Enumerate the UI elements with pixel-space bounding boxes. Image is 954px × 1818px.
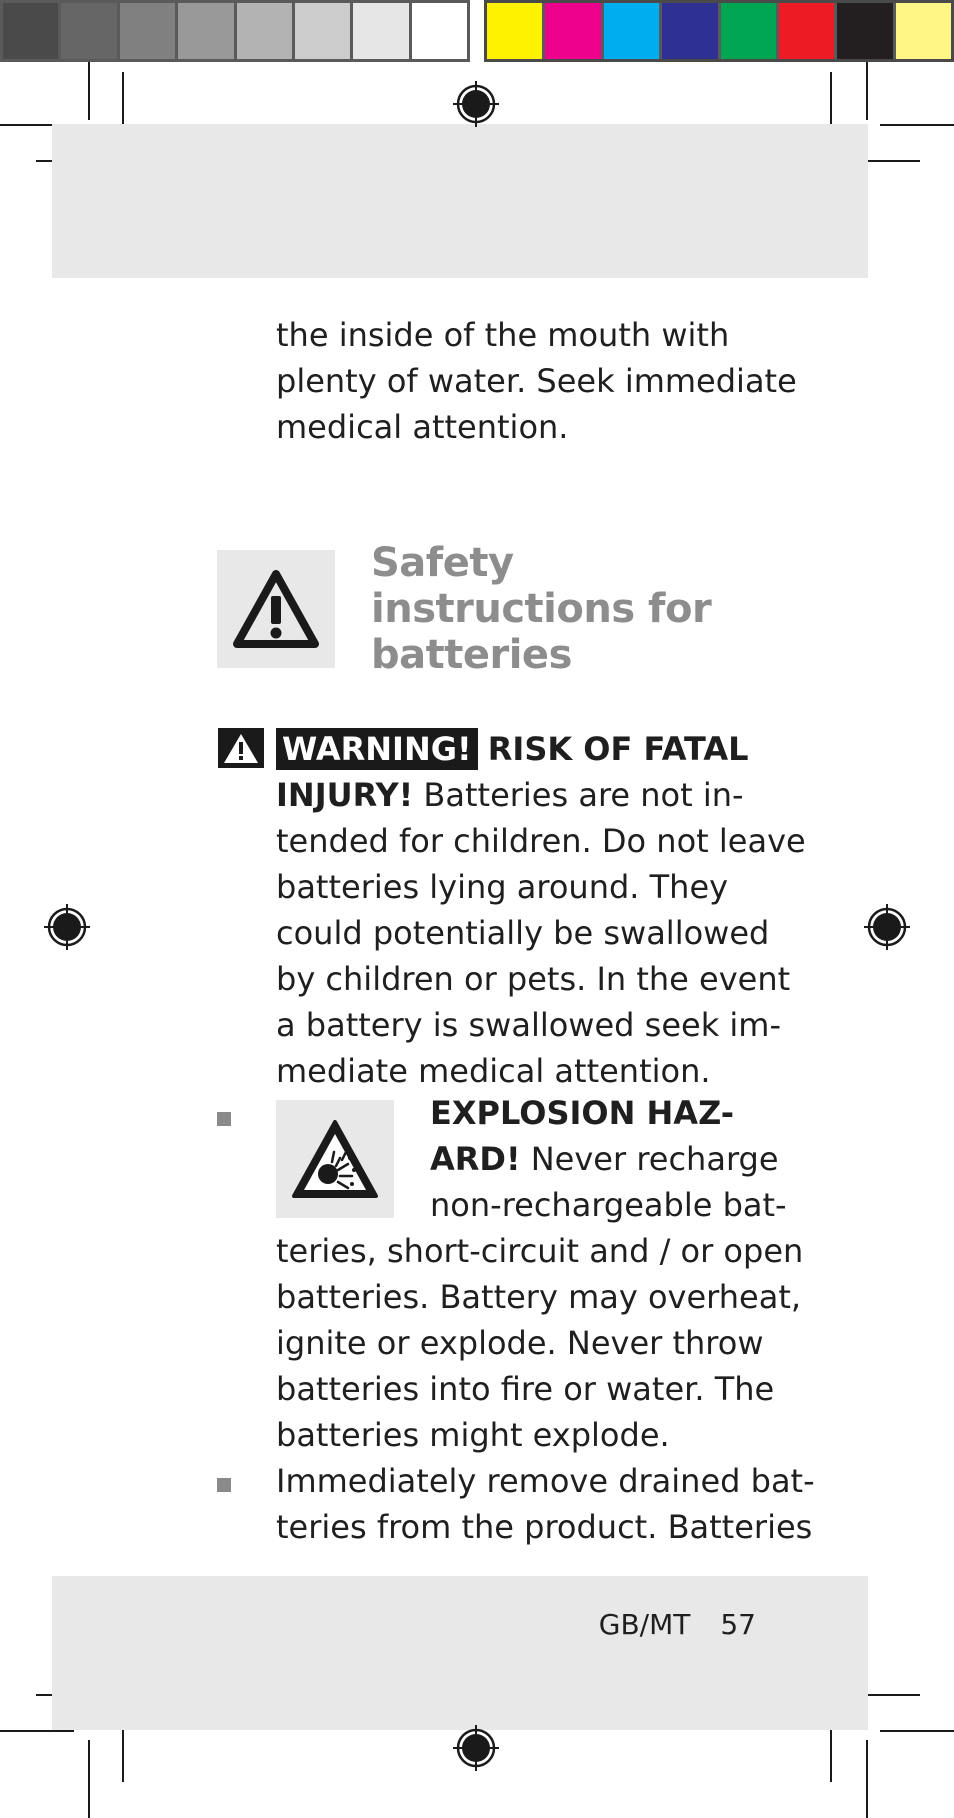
explosion-label: ARD! [430, 1140, 521, 1178]
text-line: Batteries are not in- [413, 776, 744, 814]
color-swatch [353, 3, 411, 59]
explosion-paragraph-top [430, 1090, 787, 1228]
registration-mark-icon [453, 1725, 499, 1771]
header-band [52, 124, 868, 278]
text-line: non-rechargeable bat- [430, 1186, 787, 1224]
crop-mark [866, 1740, 868, 1818]
text-line: batteries into fire or water. The [276, 1370, 775, 1408]
color-swatch [721, 3, 779, 59]
grayscale-calibration-bar [0, 0, 470, 62]
page-number: 57 [720, 1608, 756, 1641]
explosion-label: EXPLOSION HAZ- [430, 1094, 734, 1132]
crop-mark [880, 1730, 954, 1732]
text-line: ignite or explode. Never throw [276, 1324, 764, 1362]
registration-mark-icon [44, 904, 90, 950]
text-line: batteries. Battery may overheat, [276, 1278, 802, 1316]
section-title [371, 540, 711, 678]
crop-mark [880, 124, 954, 126]
color-swatch [604, 3, 662, 59]
warning-triangle-icon [217, 550, 335, 668]
color-swatch [3, 3, 61, 59]
registration-mark-icon [453, 81, 499, 127]
explosion-icon-box [276, 1100, 394, 1218]
color-calibration-bar [484, 0, 954, 62]
color-swatch [837, 3, 895, 59]
crop-mark [88, 62, 90, 120]
section-title-line: instructions for [371, 586, 712, 632]
color-swatch [237, 3, 295, 59]
color-swatch [178, 3, 236, 59]
color-swatch [295, 3, 353, 59]
text-line: batteries lying around. They [276, 868, 729, 906]
warning-label: INJURY! [276, 776, 414, 814]
continued-paragraph [276, 312, 797, 450]
warning-paragraph [276, 726, 806, 1094]
safety-icon-box [217, 550, 335, 668]
text-line: the inside of the mouth with [276, 316, 730, 354]
color-swatch [545, 3, 603, 59]
registration-mark-icon [864, 904, 910, 950]
text-line: Immediately remove drained bat- [276, 1462, 815, 1500]
text-line: could potentially be swallowed [276, 914, 770, 952]
color-swatch [779, 3, 837, 59]
footer-band [52, 1576, 868, 1730]
drained-paragraph [276, 1458, 815, 1550]
footer-language: GB/MT [598, 1608, 691, 1641]
color-swatch [896, 3, 951, 59]
warning-badge: WARNING! [276, 728, 478, 770]
warning-triangle-icon [218, 728, 264, 768]
crop-mark [866, 62, 868, 120]
color-swatch [61, 3, 119, 59]
crop-mark [88, 1740, 90, 1818]
explosion-hazard-icon [276, 1100, 394, 1218]
text-line: tended for children. Do not leave [276, 822, 806, 860]
text-line: mediate medical attention. [276, 1052, 711, 1090]
text-line: teries from the product. Batteries [276, 1508, 813, 1546]
color-swatch [487, 3, 545, 59]
bullet-marker [217, 1112, 231, 1126]
text-line: teries, short-circuit and / or open [276, 1232, 804, 1270]
crop-mark [0, 1730, 74, 1732]
text-line: a battery is swallowed seek im- [276, 1006, 781, 1044]
color-swatch [662, 3, 720, 59]
text-line: batteries might explode. [276, 1416, 670, 1454]
explosion-paragraph-body [276, 1228, 803, 1458]
text-line: plenty of water. Seek immediate [276, 362, 797, 400]
page-footer [599, 1608, 756, 1641]
color-swatch [412, 3, 467, 59]
text-line: Never recharge [520, 1140, 779, 1178]
warning-label: RISK OF FATAL [487, 730, 749, 768]
bullet-marker [217, 1478, 231, 1492]
color-swatch [120, 3, 178, 59]
text-line: by children or pets. In the event [276, 960, 791, 998]
section-title-line: batteries [371, 632, 572, 678]
text-line: medical attention. [276, 408, 569, 446]
section-title-line: Safety [371, 540, 514, 586]
